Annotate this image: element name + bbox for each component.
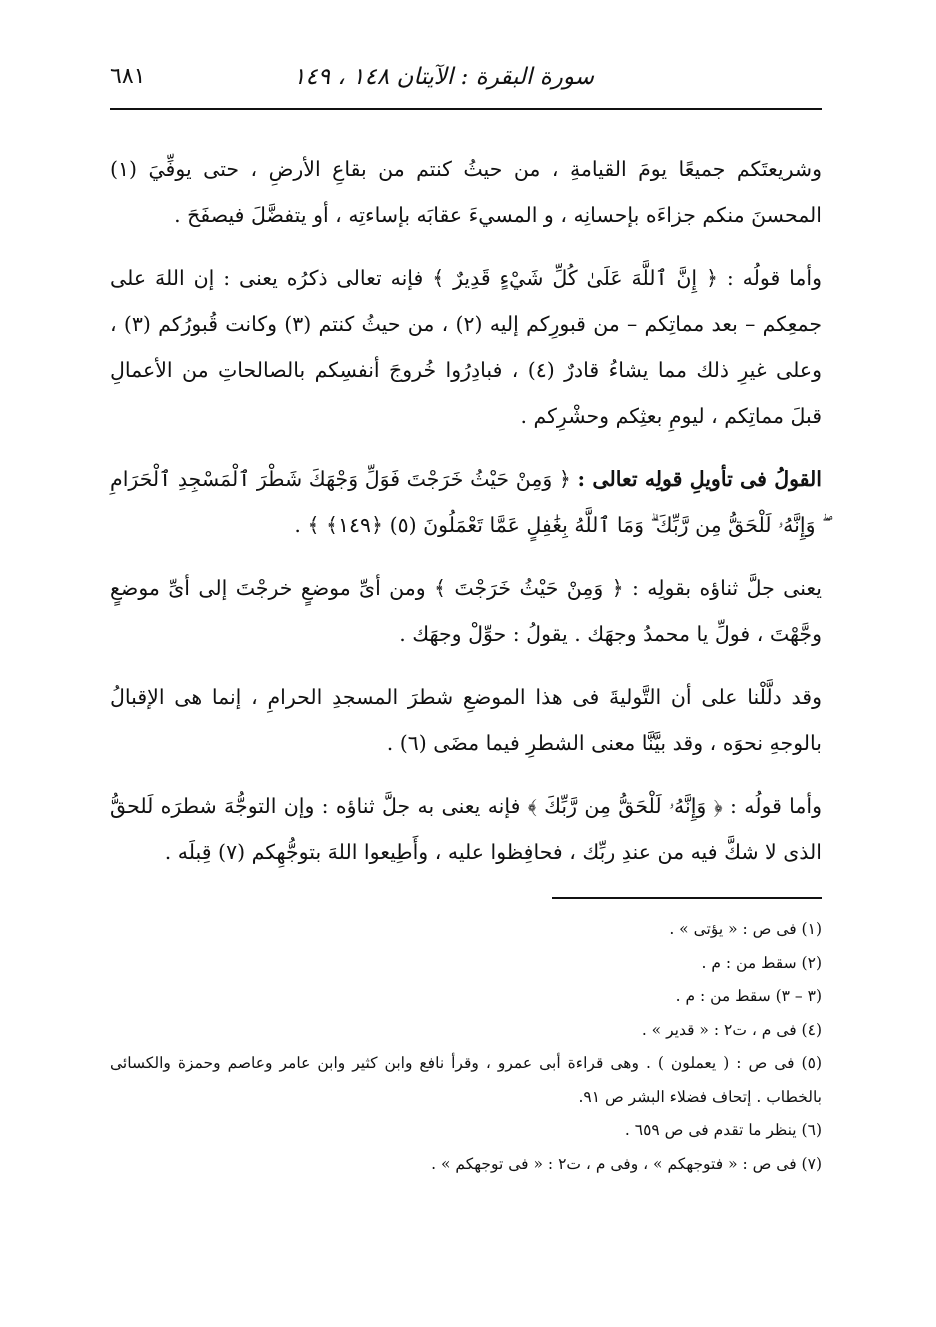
footnote: (٧) فى ص : « فتوجهكم » ، وفى م ، ت٢ : « فى توجهكم » . — [431, 1154, 822, 1173]
paragraph: وشريعتَكم جميعًا يومَ القيامةِ ، من حيثُ كنتم من بقاعِ الأرضِ ، حتى يوفِّيَ (١) المحسنَ منكم جزاءَه بإحسانِه ، و المسيءَ عقابَه بإساءتِه ، أو يتفضَّلَ فيصفَحَ . — [110, 157, 822, 227]
footnote: (٣ – ٣) سقط من : م . — [675, 987, 822, 1005]
heading-verse: ﴿ وَمِنْ حَيْثُ خَرَجْتَ فَوَلِّ وَجْهَكَ شَطْرَ ٱلْمَسْجِدِ ٱلْحَرَامِ ۖ وَإِنَّهُۥ لَلْحَقُّ مِن رَّبِّكَ ۗ وَمَا ٱللَّهُ بِغَٰفِلٍ عَمَّا تَعْمَلُونَ (٥) ﴿١٤٩﴾ ﴾ . — [110, 467, 822, 537]
book-page — [110, 52, 822, 1181]
running-title: سورة البقرة : الآيتان ١٤٨ ، ١٤٩ — [293, 64, 594, 90]
paragraph: وأما قولُه : ﴿ إِنَّ ٱللَّهَ عَلَىٰ كُلِّ شَيْءٍ قَدِيرٌ ﴾ فإنه تعالى ذكرُه يعنى : إن اللهَ على جمعِكم – بعد مماتِكم – من قبورِكم إليه (٢) ، من حيثُ كنتم (٣) وكانت قُبورُكم (٣) ، وعلى غيرِ ذلك مما يشاءُ قادرٌ (٤) ، فبادِرُوا خُروجَ أنفسِكم بالصالحاتِ من الأعمالِ قبلَ مماتِكم ، ليومِ بعثِكم وحشْرِكم . — [110, 266, 822, 428]
footnote: (٤) فى م ، ت٢ : « قدير » . — [641, 1020, 822, 1039]
footnote: (١) فى ص : « يؤتى » . — [669, 920, 822, 938]
section-heading — [110, 456, 822, 548]
footnote: (٥) فى ص : ( يعملون ) . وهى قراءة أبى عمرو ، وقرأ نافع وابن كثير وابن عامر وعاصم وحمزة والكسائى بالخطاب . إتحاف فضلاء البشر ص ٩١. — [110, 1054, 822, 1106]
footnote: (٢) سقط من : م . — [701, 953, 822, 972]
footnotes — [110, 913, 822, 1181]
page-number: ٦٨١ — [110, 64, 146, 89]
footnote: (٦) ينظر ما تقدم فى ص ٦٥٩ . — [624, 1121, 822, 1139]
heading-lead: القولُ فى تأويلِ قولِه تعالى : — [577, 467, 822, 491]
running-header — [110, 52, 822, 110]
paragraph: يعنى جلَّ ثناؤه بقولِه : ﴿ وَمِنْ حَيْثُ خَرَجْتَ ﴾ ومن أىِّ موضعٍ خرجْتَ إلى أىِّ موضعٍ وجَّهْتَ ، فولِّ يا محمدُ وجهَك . يقولُ : حوِّلْ وجهَك . — [110, 576, 822, 646]
main-text — [110, 146, 822, 875]
paragraph: وأما قولُه : ﴿ وَإِنَّهُۥ لَلْحَقُّ مِن رَّبِّكَ ﴾ فإنه يعنى به جلَّ ثناؤه : وإن التوجُّهَ شطرَه لَلحقُّ الذى لا شكَّ فيه من عندِ ربِّك ، فحافِظوا عليه ، وأَطِيعوا اللهَ بتوجُّهِكم (٧) قِبلَه . — [110, 794, 822, 864]
paragraph: وقد دلَّلْنا على أن التَّوليةَ فى هذا الموضعِ شطرَ المسجدِ الحرامِ ، إنما هى الإقبالُ بالوجهِ نحوَه ، وقد بيَّنَّا معنى الشطرِ فيما مضَى (٦) . — [110, 685, 822, 755]
footnote-divider — [552, 897, 822, 899]
